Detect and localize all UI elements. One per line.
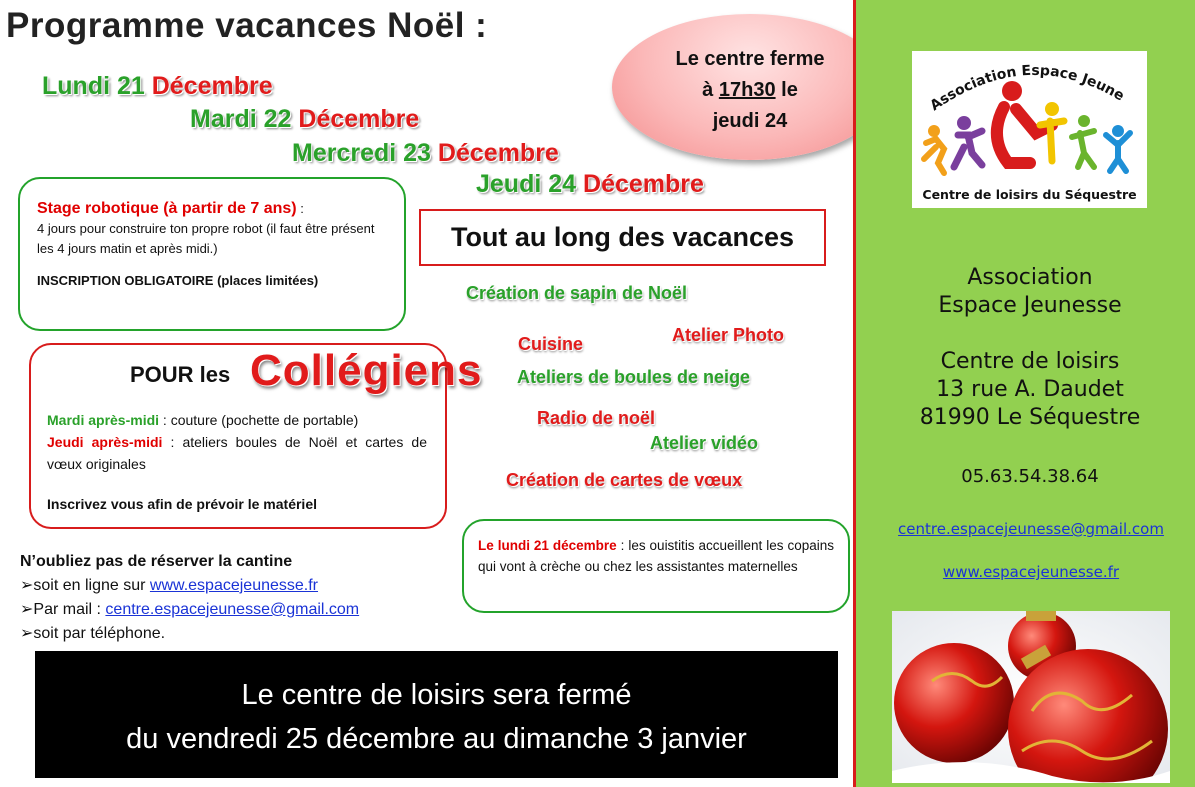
college-note: Inscrivez vous afin de prévoir le matériel (47, 496, 317, 512)
tuesday-label: Mardi après-midi (47, 412, 160, 428)
centre-line-3: 81990 Le Séquestre (919, 405, 1141, 430)
day-wednesday (292, 139, 559, 168)
all-holidays-heading: Tout au long des vacances (419, 209, 826, 266)
activity-item: Cuisine (518, 334, 584, 354)
logo-title: Association Espace Jeune (927, 62, 1127, 115)
robotics-title: Stage robotique (à partir de 7 ans) (37, 200, 297, 217)
month-label: Décembre (298, 105, 420, 133)
closure-line-2: du vendredi 25 décembre au dimanche 3 janvier (126, 723, 747, 755)
day-label: Mardi 22 (190, 105, 292, 133)
centre-line-1: Centre de loisirs (940, 349, 1120, 374)
activity-item: Radio de noël (537, 408, 656, 428)
bubble-line-2: à 17h30 le (702, 79, 798, 101)
canteen-phone: ➢soit par téléphone. (20, 625, 166, 642)
canteen-mail: ➢Par mail : centre.espacejeunesse@gmail.com (20, 601, 360, 618)
robotics-box (18, 177, 406, 331)
activity-item: Atelier Photo (672, 325, 785, 345)
college-details (47, 409, 427, 515)
assoc-line-2: Espace Jeunesse (938, 293, 1122, 318)
canteen-info (20, 550, 460, 646)
canteen-online: ➢soit en ligne sur www.espacejeunesse.fr (20, 577, 319, 594)
thursday-label: Jeudi après-midi (47, 434, 163, 450)
activity-item: Création de cartes de vœux (506, 470, 743, 490)
day-label: Jeudi 24 (476, 170, 577, 198)
tuesday-text: : couture (pochette de portable) (159, 412, 359, 428)
day-label: Lundi 21 (42, 72, 145, 100)
assoc-line-1: Association (967, 265, 1093, 290)
activity-item: Ateliers de boules de neige (517, 367, 751, 387)
centre-line-2: 13 rue A. Daudet (936, 377, 1124, 402)
association-logo (912, 51, 1147, 208)
canteen-title: N’oubliez pas de réserver la cantine (20, 553, 293, 570)
arrow-bullet-icon: ➢ (20, 577, 34, 594)
monday-note-label: Le lundi 21 décembre (478, 538, 617, 553)
sidebar-email-link[interactable]: centre.espacejeunesse@gmail.com (898, 520, 1164, 538)
robotics-registration-note: (places limitées) (213, 273, 319, 288)
thursday-text: : ateliers boules de Noël et cartes de vœux originales (47, 434, 427, 472)
activity-item: Atelier vidéo (650, 433, 759, 453)
robotics-colon: : (296, 201, 304, 216)
logo-subtitle: Centre de loisirs du Séquestre (922, 187, 1137, 202)
day-thursday (476, 170, 704, 199)
month-label: Décembre (151, 72, 273, 100)
day-label: Mercredi 23 (292, 139, 431, 167)
sidebar-website-link[interactable]: www.espacejeunesse.fr (942, 563, 1120, 581)
page-title: Programme vacances Noël : (6, 6, 488, 45)
monday-note-text: : les ouistitis accueillent les copains qui vont à crèche ou chez les assistantes maternelles (478, 538, 835, 574)
monday-note-box (462, 519, 850, 613)
arrow-bullet-icon: ➢ (20, 625, 34, 642)
college-pour-label: POUR les (130, 362, 231, 387)
website-link[interactable]: www.espacejeunesse.fr (149, 577, 319, 594)
closure-line-1: Le centre de loisirs sera fermé (241, 679, 632, 711)
month-label: Décembre (583, 170, 704, 198)
closing-time-bubble (612, 14, 888, 160)
month-label: Décembre (437, 139, 559, 167)
closure-banner (35, 651, 838, 778)
arrow-bullet-icon: ➢ (20, 601, 34, 618)
day-tuesday (190, 105, 419, 134)
christmas-baubles-image (892, 611, 1170, 783)
bubble-line-1: Le centre ferme (675, 48, 825, 70)
email-link[interactable]: centre.espacejeunesse@gmail.com (105, 601, 360, 618)
activity-item: Création de sapin de Noël (466, 283, 688, 303)
college-title: Collégiens (250, 346, 483, 395)
closing-time: 17h30 (718, 79, 776, 101)
robotics-registration: INSCRIPTION OBLIGATOIRE (37, 273, 214, 288)
association-address (870, 264, 1190, 432)
robotics-description: 4 jours pour construire ton propre robot (il faut être présent les 4 jours matin et après midi.) (37, 221, 375, 256)
sidebar-phone: 05.63.54.38.64 (961, 466, 1099, 487)
bubble-line-3: jeudi 24 (712, 110, 788, 132)
day-monday (42, 72, 273, 101)
